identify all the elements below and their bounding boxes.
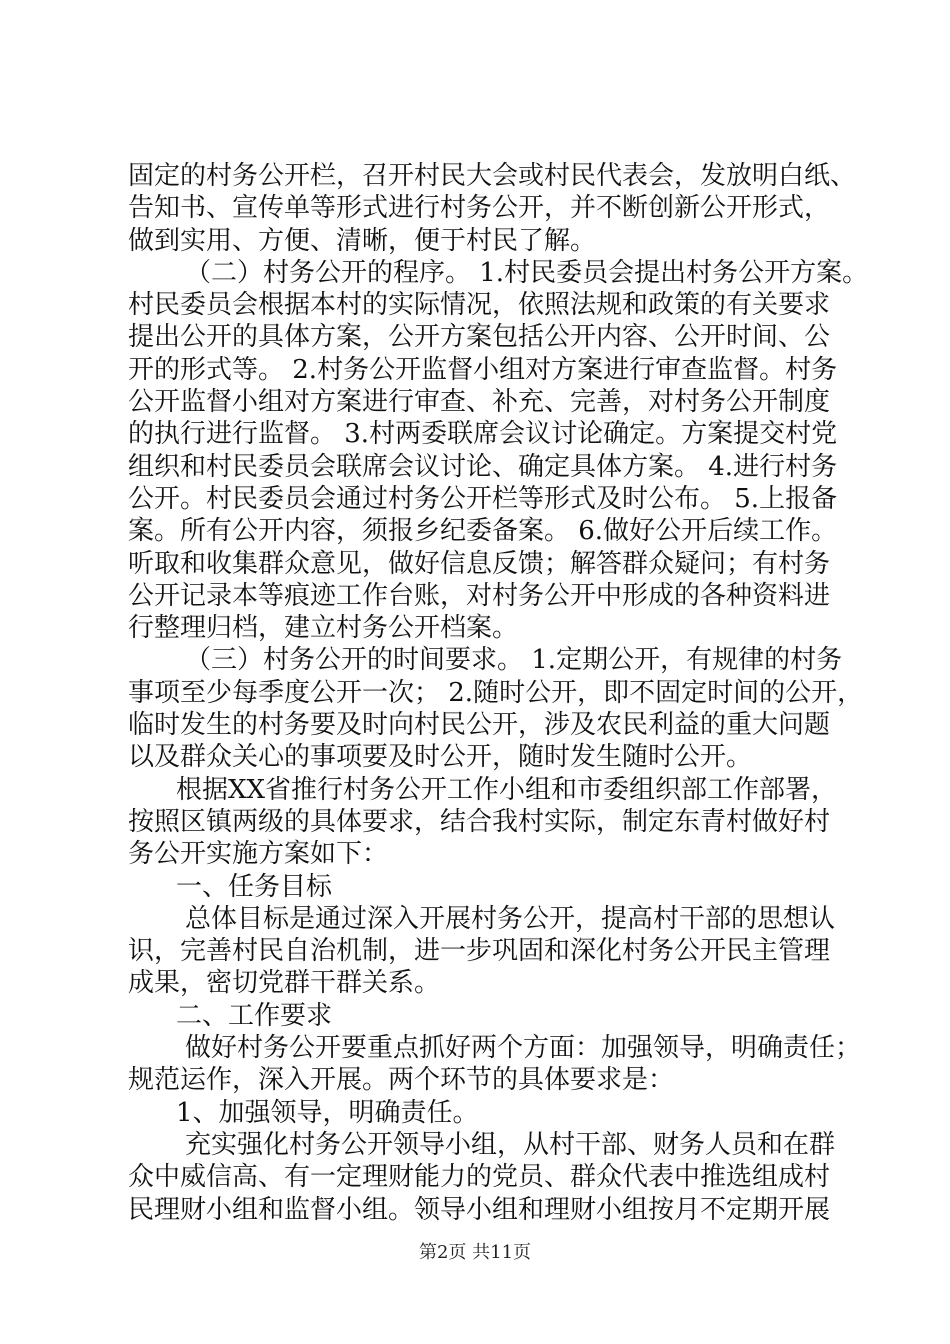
text-line: 行整理归档，建立村务公开档案。 [128, 613, 519, 644]
text-line: 公开记录本等痕迹工作台账，对村务公开中形成的各种资料进 [128, 580, 831, 611]
text-line: 村民委员会根据本村的实际情况，依照法规和政策的有关要求 [128, 290, 831, 321]
paragraph-start: 根据XX省推行村务公开工作小组和市委组织部工作部署， [176, 774, 838, 805]
text-line: 组织和村民委员会联席会议讨论、确定具体方案。 4.进行村务 [128, 451, 838, 482]
page-number-footer: 第2页 共11页 [418, 1242, 532, 1263]
text-line: 公开。村民委员会通过村务公开栏等形式及时公布。 5.上报备 [128, 483, 838, 514]
text-line: 告知书、宣传单等形式进行村务公开，并不断创新公开形式， [128, 193, 831, 224]
text-line: 案。所有公开内容，须报乡纪委备案。 6.做好公开后续工作。 [128, 516, 838, 547]
text-line: 成果，密切党群干群关系。 [128, 968, 441, 999]
section-heading-work-requirements: 二、工作要求 [176, 1000, 333, 1031]
text-line: 按照区镇两级的具体要求，结合我村实际，制定东青村做好村 [128, 806, 831, 837]
text-line: 务公开实施方案如下： [128, 839, 389, 870]
text-line: 做到实用、方便、清晰，便于村民了解。 [128, 225, 597, 256]
section-heading-task-goals: 一、任务目标 [176, 871, 333, 902]
text-line: 固定的村务公开栏，召开村民大会或村民代表会，发放明白纸、 [128, 161, 857, 191]
text-line: 以及群众关心的事项要及时公开，随时发生随时公开。 [128, 742, 753, 773]
text-line: 公开监督小组对方案进行审查、补充、完善，对村务公开制度 [128, 387, 831, 418]
text-line: 规范运作，深入开展。两个环节的具体要求是： [128, 1065, 675, 1096]
section-heading-procedure: （二）村务公开的程序。 1.村民委员会提出村务公开方案。 [185, 257, 869, 288]
section-heading-time-requirements: （三）村务公开的时间要求。 1.定期公开，有规律的村务 [185, 645, 843, 676]
paragraph-start: 充实强化村务公开领导小组，从村干部、财务人员和在群 [185, 1129, 836, 1160]
text-line: 临时发生的村务要及时向村民公开，涉及农民利益的重大问题 [128, 710, 831, 741]
text-line: 民理财小组和监督小组。领导小组和理财小组按月不定期开展 [128, 1194, 831, 1225]
document-body [128, 160, 869, 1226]
text-line: 的执行进行监督。 3.村两委联席会议讨论确定。方案提交村党 [128, 419, 838, 450]
text-line: 开的形式等。 2.村务公开监督小组对方案进行审查监督。村务 [128, 354, 838, 385]
subsection-heading-leadership: 1、加强领导，明确责任。 [176, 1097, 479, 1128]
paragraph-start: 总体目标是通过深入开展村务公开，提高村干部的思想认 [185, 903, 836, 934]
text-line: 众中威信高、有一定理财能力的党员、群众代表中推选组成村 [128, 1162, 831, 1193]
text-line: 听取和收集群众意见，做好信息反馈；解答群众疑问；有村务 [128, 548, 831, 579]
text-line: 识，完善村民自治机制，进一步巩固和深化村务公开民主管理 [128, 936, 831, 967]
text-line: 事项至少每季度公开一次； 2.随时公开，即不固定时间的公开， [128, 677, 864, 708]
paragraph-start: 做好村务公开要重点抓好两个方面：加强领导，明确责任； [185, 1033, 862, 1064]
text-line: 提出公开的具体方案，公开方案包括公开内容、公开时间、公 [128, 322, 831, 353]
